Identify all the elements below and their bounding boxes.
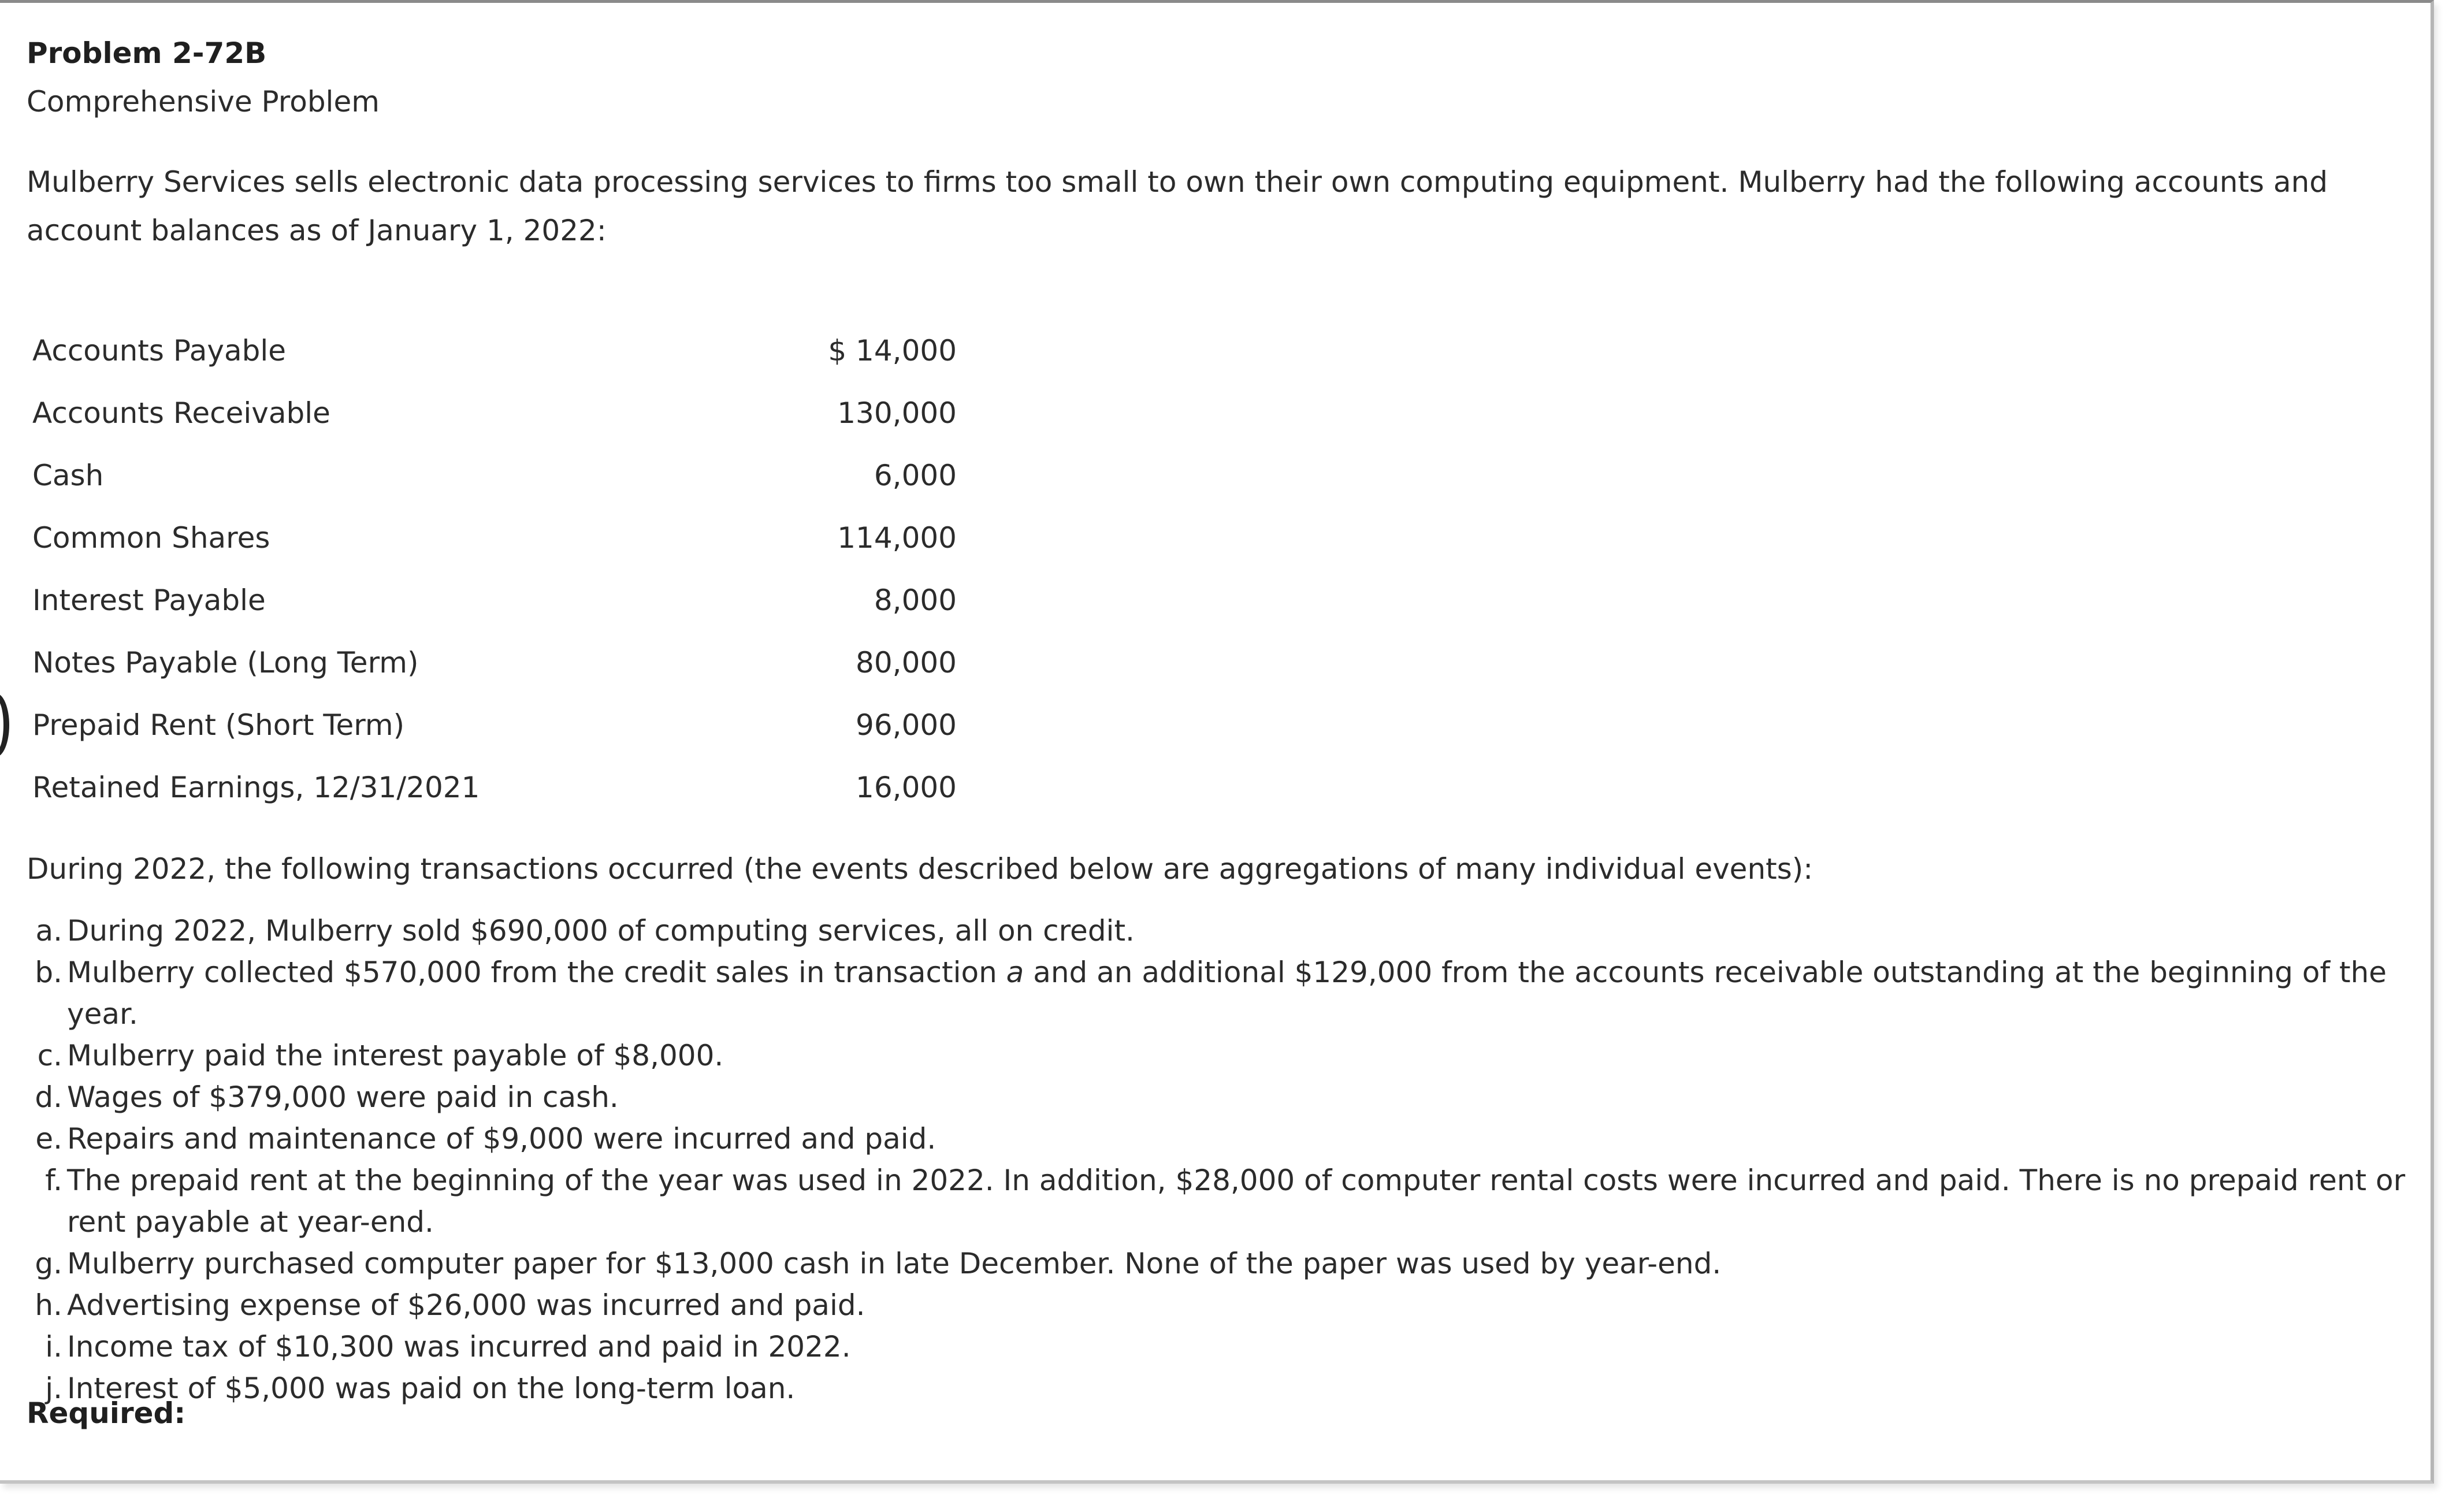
transaction-letter: g. (35, 1247, 62, 1280)
transaction-item (32, 1118, 2418, 1160)
transaction-item (32, 1368, 2418, 1409)
transaction-text: Mulberry purchased computer paper for $13,000 cash in late December. None of the paper was used by year-end. (67, 1247, 1722, 1280)
account-amount: 80,000 (856, 646, 957, 679)
transaction-text: Advertising expense of $26,000 was incurred and paid. (67, 1288, 865, 1322)
transaction-item (32, 1035, 2418, 1076)
account-row (32, 382, 968, 444)
account-row (32, 569, 968, 631)
transaction-letter: f. (45, 1164, 62, 1197)
transaction-item (32, 1243, 2418, 1284)
transaction-item (32, 1160, 2418, 1243)
transaction-text: Mulberry paid the interest payable of $8,000. (67, 1039, 724, 1072)
transaction-text: During 2022, Mulberry sold $690,000 of computing services, all on credit. (67, 914, 1135, 948)
transaction-letter: h. (35, 1288, 62, 1322)
transaction-text: Income tax of $10,300 was incurred and paid in 2022. (67, 1330, 851, 1364)
transaction-text-part: Mulberry collected $570,000 from the credit sales in transaction (67, 956, 1006, 989)
account-name: Common Shares (32, 521, 270, 555)
account-amount: 16,000 (856, 771, 957, 804)
transaction-letter: c. (37, 1039, 62, 1072)
transaction-item (32, 1326, 2418, 1368)
account-row (32, 507, 968, 569)
transaction-list (32, 910, 2418, 1409)
account-amount: $ 14,000 (828, 334, 957, 367)
account-name: Accounts Payable (32, 334, 286, 367)
transaction-reference: a (1006, 956, 1024, 989)
transaction-letter: i. (45, 1330, 62, 1364)
account-row (32, 444, 968, 507)
account-row (32, 631, 968, 694)
problem-title: Problem 2-72B (27, 36, 267, 70)
account-name: Retained Earnings, 12/31/2021 (32, 771, 480, 804)
transaction-text: Interest of $5,000 was paid on the long-term loan. (67, 1372, 796, 1405)
transaction-letter: j. (45, 1372, 62, 1405)
transaction-letter: b. (35, 956, 62, 989)
transaction-text (67, 952, 2418, 1035)
problem-intro: Mulberry Services sells electronic data processing services to firms too small to own their own computing equipment. Mulberry had the following accounts and account balances as of January 1, 2022: (27, 165, 2328, 247)
transaction-item (32, 910, 2418, 952)
account-name: Notes Payable (Long Term) (32, 646, 419, 679)
transaction-text: Repairs and maintenance of $9,000 were incurred and paid. (67, 1122, 937, 1156)
transaction-text: The prepaid rent at the beginning of the year was used in 2022. In addition, $28,000 of computer rental costs were incurred and paid. There is no prepaid rent or rent payable at year-end. (67, 1164, 2406, 1239)
transaction-letter: d. (35, 1080, 62, 1114)
account-amount: 6,000 (874, 459, 957, 492)
account-row (32, 756, 968, 819)
required-heading: Required: (27, 1396, 186, 1430)
account-name: Interest Payable (32, 584, 266, 617)
account-row (32, 694, 968, 756)
transaction-item (32, 1284, 2418, 1326)
account-balances-table (32, 320, 968, 819)
transaction-text-part: and an additional $129,000 from the accounts receivable outstanding at the beginning of the year. (67, 956, 2387, 1031)
transaction-item (32, 952, 2418, 1035)
account-amount: 114,000 (837, 521, 957, 555)
problem-subtitle: Comprehensive Problem (27, 85, 380, 118)
transaction-text: Wages of $379,000 were paid in cash. (67, 1080, 619, 1114)
transaction-letter: e. (35, 1122, 62, 1156)
account-amount: 8,000 (874, 584, 957, 617)
transactions-intro: During 2022, the following transactions occurred (the events described below are aggregations of many individual events): (27, 852, 1813, 886)
account-row (32, 320, 968, 382)
account-amount: 96,000 (856, 708, 957, 742)
account-name: Accounts Receivable (32, 396, 330, 430)
account-name: Cash (32, 459, 104, 492)
account-amount: 130,000 (837, 396, 957, 430)
edge-scroll-marker (0, 693, 9, 757)
account-name: Prepaid Rent (Short Term) (32, 708, 405, 742)
transaction-item (32, 1076, 2418, 1118)
transaction-letter: a. (35, 914, 62, 948)
